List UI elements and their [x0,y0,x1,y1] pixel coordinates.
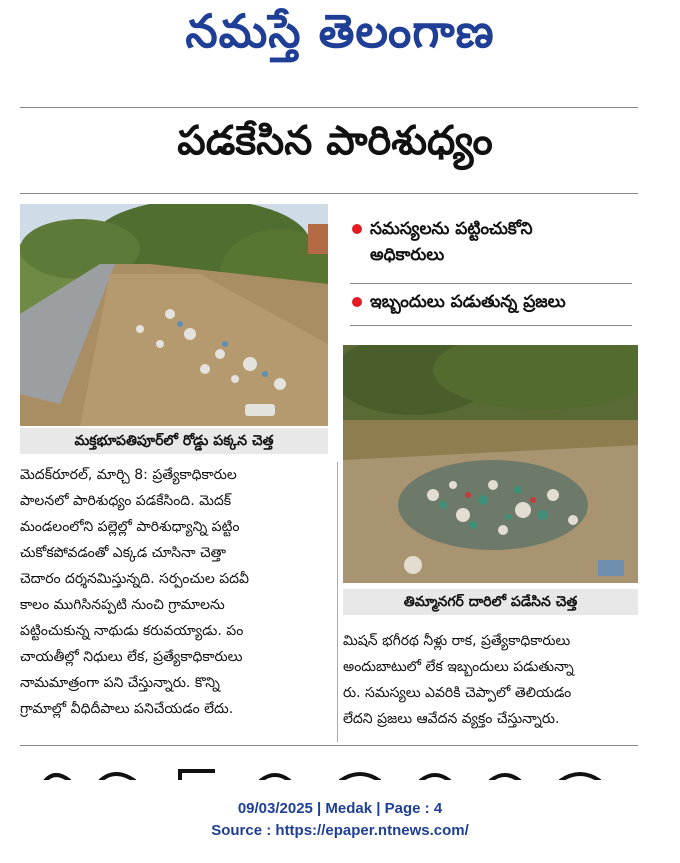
footer-date-page: 09/03/2025 | Medak | Page : 4 [237,800,443,817]
highlight-divider-2 [350,325,632,326]
newspaper-masthead: నమస్తే తెలంగాణ [185,4,495,58]
body-line: అందుబాటులో లేక ఇబ్బందులు పడుతున్నా [343,659,574,675]
body-line: లేదని ప్రజలు ఆవేదన వ్యక్తం చేస్తున్నారు. [343,711,560,727]
body-line: పట్టించుకున్న నాథుడు కరువయ్యాడు. పం [20,623,244,639]
next-headline-cutoff [40,766,630,780]
body-line: మిషన్ భగీరథ నీళ్లు రాక, ప్రత్యేకాధికారులు [343,633,571,649]
column-divider [337,462,338,742]
bottom-divider [20,745,638,746]
highlight-divider-1 [350,283,632,284]
highlight-item-2 [352,289,642,315]
body-line: రు. సమస్యలు ఎవరికి చెప్పాలో తెలియడం [343,685,572,701]
bullet-dot-icon [352,224,362,234]
body-line: పాలనలో పారిశుధ్యం పడకేసింది. మెదక్ [20,493,232,509]
body-line: మండలంలోని పల్లెల్లో పారిశుధ్యాన్ని పట్టిం [20,519,240,535]
article-body-right [343,628,638,732]
photo-caption-2: తిమ్మానగర్ దారిలో పడేసిన చెత్త [343,589,638,615]
bullet-dot-icon [352,297,362,307]
photo-roadside-garbage [20,204,328,426]
footer-source: Source : https://epaper.ntnews.com/ [211,822,469,839]
photo-caption-1: మక్తభూపతిపూర్‌లో రోడ్డు పక్కన చెత్త [20,428,328,454]
highlight-text: సమస్యలను పట్టించుకోని [370,219,533,239]
body-line: గ్రామాల్లో వీధిదీపాలు పనిచేయడం లేదు. [20,701,234,717]
article-headline: పడకేసిన పారిశుధ్యం [177,118,493,164]
photo-dump-site [343,345,638,583]
body-line: నామమాత్రంగా పని చేస్తున్నారు. కొన్ని [20,675,220,691]
body-line: చెదారం దర్శనమిస్తున్నది. సర్పంచుల పదవీ [20,571,250,587]
body-line: చాయతీల్లో నిధులు లేక, ప్రత్యేకాధికారులు [20,649,243,665]
headline-divider [20,193,638,194]
body-line: చుకోకపోవడంతో ఎక్కడ చూసినా చెత్తా [20,545,226,561]
highlight-item-1 [352,216,642,268]
body-line: మెదక్‌రూరల్, మార్చి 8: ప్రత్యేకాధికారుల [20,467,237,483]
body-line: కాలం ముగిసినప్పటి నుంచి గ్రామాలను [20,597,225,613]
highlight-text-cont: అధికారులు [370,245,445,265]
article-body-left [20,462,328,722]
highlight-text: ఇబ్బందులు పడుతున్న ప్రజలు [370,292,566,312]
top-divider [20,107,638,108]
